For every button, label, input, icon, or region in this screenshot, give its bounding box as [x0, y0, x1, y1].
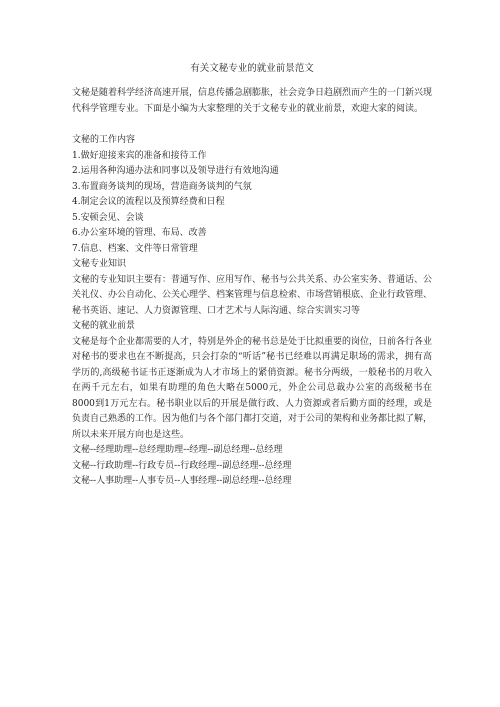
prospect-heading: 文秘的就业前景 — [72, 321, 136, 331]
work-item: 2.运用各种沟通办法和同事以及领导进行有效地沟通 — [72, 166, 279, 176]
knowledge-paragraph: 文秘的专业知识主要有：普通写作、应用写作、秘书与公共关系、办公室实务、普通话、公关礼仪、办公自动化、公关心理学、档案管理与信息检索、市场营销根底、企业行政管理、秘书英语、速记、人力资源管理、口才艺术与人际沟通、综合实训实习等 — [72, 274, 433, 316]
work-item: 7.信息、档案、文件等日常管理 — [72, 243, 198, 254]
work-item: 5.安顿会见、会谈 — [72, 212, 144, 223]
work-heading: 文秘的工作内容 — [72, 135, 136, 145]
career-path-line: 文秘--人事助理--人事专员--人事经理--副总经理--总经理 — [72, 476, 292, 486]
document-title: 有关文秘专业的就业前景范文 — [190, 63, 314, 74]
career-path-line: 文秘--行政助理--行政专员--行政经理--副总经理--总经理 — [72, 460, 292, 471]
work-item: 4.制定会议的流程以及预算经费和日程 — [72, 197, 225, 207]
intro-paragraph: 文秘是随着科学经济高速开展，信息传播急剧膨胀，社会竞争日趋剧烈而产生的一门新兴现代科学管理专业。下面是小编为大家整理的关于文秘专业的就业前景，欢迎大家的阅读。 — [72, 88, 433, 114]
work-item: 3.布置商务谈判的现场，营造商务谈判的气氛 — [72, 181, 252, 192]
paragraph-gap — [72, 117, 432, 133]
prospect-paragraph: 文秘是每个企业都需要的人才，特别是外企的秘书总是处于比拟重要的岗位，日前各行各业对秘书的要求也在不断提高，只会打杂的“听话”秘书已经难以再满足职场的需求，拥有高学历的,高级秘书证书正逐渐成为人才市场上的紧俏资源。秘书分两级，一般秘书的月收入在两千元左右，如果有助理的角色大略在5000元，外企公司总裁办公室的高级秘书在8000到1万元左右。秘书职业以后的开展是做行政、人力资源或者后勤方面的经理，或是负责自己熟悉的工作。因为他们与各个部门都打交道，对于公司的架构和业务都比拟了解，所以未来开展方向也是这些。 — [72, 336, 433, 440]
career-path-line: 文秘--经理助理--总经理助理--经理--副总经理--总经理 — [72, 445, 283, 455]
work-item: 1.做好迎接来宾的准备和接待工作 — [72, 150, 207, 161]
knowledge-heading: 文秘专业知识 — [72, 259, 127, 269]
document-page — [72, 62, 432, 490]
work-item: 6.办公室环境的管理、布局、改善 — [72, 228, 207, 238]
